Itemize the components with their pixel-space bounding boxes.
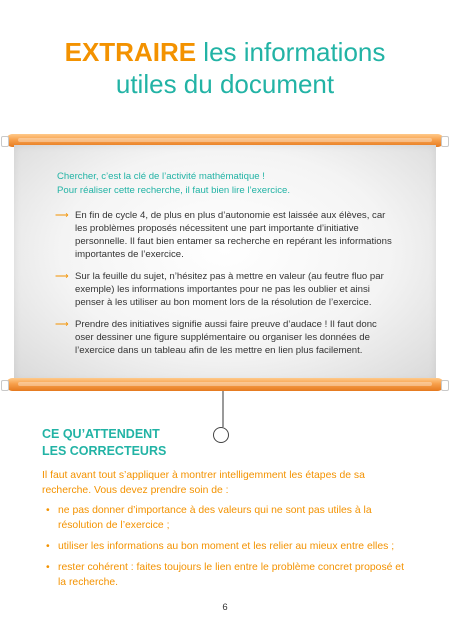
board-intro <box>57 170 387 197</box>
bullet-icon: • <box>46 541 50 552</box>
title-accent: EXTRAIRE <box>64 37 197 67</box>
board-point <box>57 318 397 357</box>
arrow-icon: ⟶ <box>55 319 69 330</box>
board-intro-line1: Chercher, c’est la clé de l’activité mathématique ! <box>57 171 265 182</box>
arrow-icon: ⟶ <box>55 210 69 221</box>
roller-highlight <box>18 138 432 142</box>
page-title <box>0 36 450 100</box>
section-title <box>42 426 166 460</box>
roller-end-cap <box>441 380 449 391</box>
roller-end-cap <box>441 136 449 147</box>
pull-cord <box>222 391 224 427</box>
board-point-text: Sur la feuille du sujet, n’hésitez pas à mettre en valeur (au feutre fluo par exemple) les informations importantes pour ne pas les oublier et ainsi penser à les utiliser au bon moment lors de la résolution de l’exercice. <box>75 271 384 308</box>
board-point <box>57 209 397 261</box>
roller-end-cap <box>1 136 9 147</box>
list-item-text: rester cohérent : faites toujours le lien entre le problème concret proposé et la recherche. <box>58 562 404 588</box>
board-point-text: Prendre des initiatives signifie aussi faire preuve d’audace ! Il faut donc oser dessiner une figure supplémentaire ou organiser les données de l’exercice dans un tableau afin de les mettre en lien plus facilement. <box>75 319 377 356</box>
page-number: 6 <box>222 602 228 613</box>
list-item <box>42 503 412 533</box>
board-intro-line2: Pour réaliser cette recherche, il faut bien lire l’exercice. <box>57 184 291 196</box>
pull-ring-icon <box>213 427 229 443</box>
title-line2: utiles du document <box>115 69 335 99</box>
bullet-icon: • <box>46 505 50 516</box>
board-point <box>57 270 397 309</box>
list-item <box>42 539 412 554</box>
section-title-line1: CE QU’ATTENDENT <box>42 427 160 441</box>
arrow-icon: ⟶ <box>55 271 69 282</box>
list-item-text: ne pas donner d’importance à des valeurs qui ne sont pas utiles à la résolution de l’exercice ; <box>58 505 372 531</box>
screen-bottom-roller <box>6 378 444 391</box>
list-item-text: utiliser les informations au bon moment et les relier au mieux entre elles ; <box>58 541 395 552</box>
list-item <box>42 560 412 590</box>
section-lead: Il faut avant tout s’appliquer à montrer intelligemment les étapes de sa recherche. Vous devez prendre soin de : <box>42 470 365 496</box>
bullet-icon: • <box>46 562 50 573</box>
title-line1-rest: les informations <box>196 37 386 67</box>
roller-end-cap <box>1 380 9 391</box>
requirements-list <box>42 503 412 596</box>
roller-highlight <box>18 382 432 386</box>
section-title-line2: LES CORRECTEURS <box>42 444 167 458</box>
board-point-text: En fin de cycle 4, de plus en plus d’autonomie est laissée aux élèves, car les problèmes proposés nécessitent une part importante d’initiative personnelle. Il faut bien entamer sa recherche en repérant les informations importantes de l’exercice. <box>75 210 392 260</box>
